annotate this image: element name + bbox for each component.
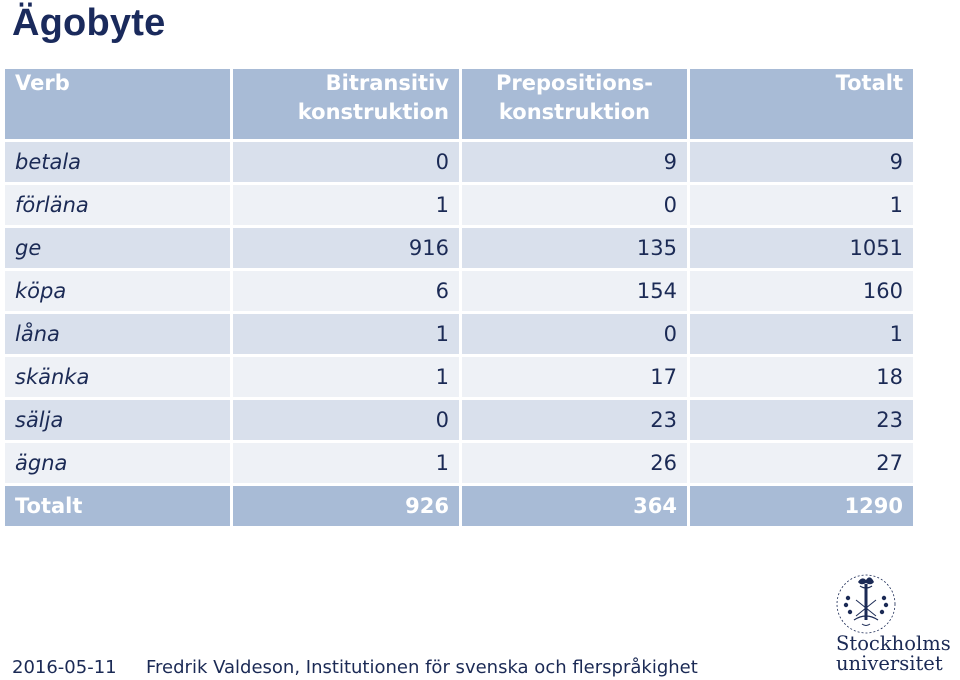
total-prepositions: 364 [462, 486, 687, 526]
verb-cell: ägna [5, 443, 230, 483]
table-row [5, 443, 913, 483]
table-row [5, 228, 913, 268]
bitransitiv-cell: 1 [233, 443, 459, 483]
total-row [5, 486, 913, 526]
totalt-cell: 23 [690, 400, 913, 440]
table-row [5, 185, 913, 225]
footer-author: Fredrik Valdeson, Institutionen för svenska och flerspråkighet [146, 657, 698, 678]
bitransitiv-cell: 6 [233, 271, 459, 311]
prepositions-cell: 135 [462, 228, 687, 268]
footer-date: 2016-05-11 [12, 657, 117, 678]
header-totalt: Totalt [690, 69, 913, 139]
header-prepositions-line1: Prepositions- [496, 71, 653, 95]
prepositions-cell: 23 [462, 400, 687, 440]
totalt-cell: 1 [690, 314, 913, 354]
header-bitransitiv-line2: konstruktion [297, 100, 449, 124]
prepositions-cell: 0 [462, 185, 687, 225]
bitransitiv-cell: 1 [233, 185, 459, 225]
prepositions-cell: 154 [462, 271, 687, 311]
stockholms-universitet-logo [834, 572, 958, 676]
total-totalt: 1290 [690, 486, 913, 526]
header-prepositions [462, 69, 687, 139]
totalt-cell: 27 [690, 443, 913, 483]
bitransitiv-cell: 1 [233, 314, 459, 354]
header-bitransitiv-line1: Bitransitiv [325, 71, 449, 95]
total-bitransitiv: 926 [233, 486, 459, 526]
prepositions-cell: 17 [462, 357, 687, 397]
prepositions-cell: 0 [462, 314, 687, 354]
verb-cell: köpa [5, 271, 230, 311]
table-row [5, 400, 913, 440]
totalt-cell: 1 [690, 185, 913, 225]
verb-cell: förläna [5, 185, 230, 225]
table-row [5, 314, 913, 354]
totalt-cell: 160 [690, 271, 913, 311]
logo-wordmark-stockholms: Stockholms [836, 632, 951, 655]
ownership-table [2, 66, 916, 529]
totalt-cell: 1051 [690, 228, 913, 268]
bitransitiv-cell: 1 [233, 357, 459, 397]
total-label: Totalt [5, 486, 230, 526]
bitransitiv-cell: 0 [233, 400, 459, 440]
totalt-cell: 9 [690, 142, 913, 182]
header-bitransitiv [233, 69, 459, 139]
table-row [5, 142, 913, 182]
prepositions-cell: 9 [462, 142, 687, 182]
verb-cell: skänka [5, 357, 230, 397]
header-prepositions-line2: konstruktion [498, 100, 651, 124]
bitransitiv-cell: 916 [233, 228, 459, 268]
table-row [5, 357, 913, 397]
prepositions-cell: 26 [462, 443, 687, 483]
verb-cell: låna [5, 314, 230, 354]
slide-title: Ägobyte [12, 2, 166, 44]
totalt-cell: 18 [690, 357, 913, 397]
verb-cell: ge [5, 228, 230, 268]
table-row [5, 271, 913, 311]
table-header-row [5, 69, 913, 139]
logo-wordmark-universitet: universitet [836, 652, 943, 675]
bitransitiv-cell: 0 [233, 142, 459, 182]
header-verb: Verb [5, 69, 230, 139]
verb-cell: sälja [5, 400, 230, 440]
verb-cell: betala [5, 142, 230, 182]
